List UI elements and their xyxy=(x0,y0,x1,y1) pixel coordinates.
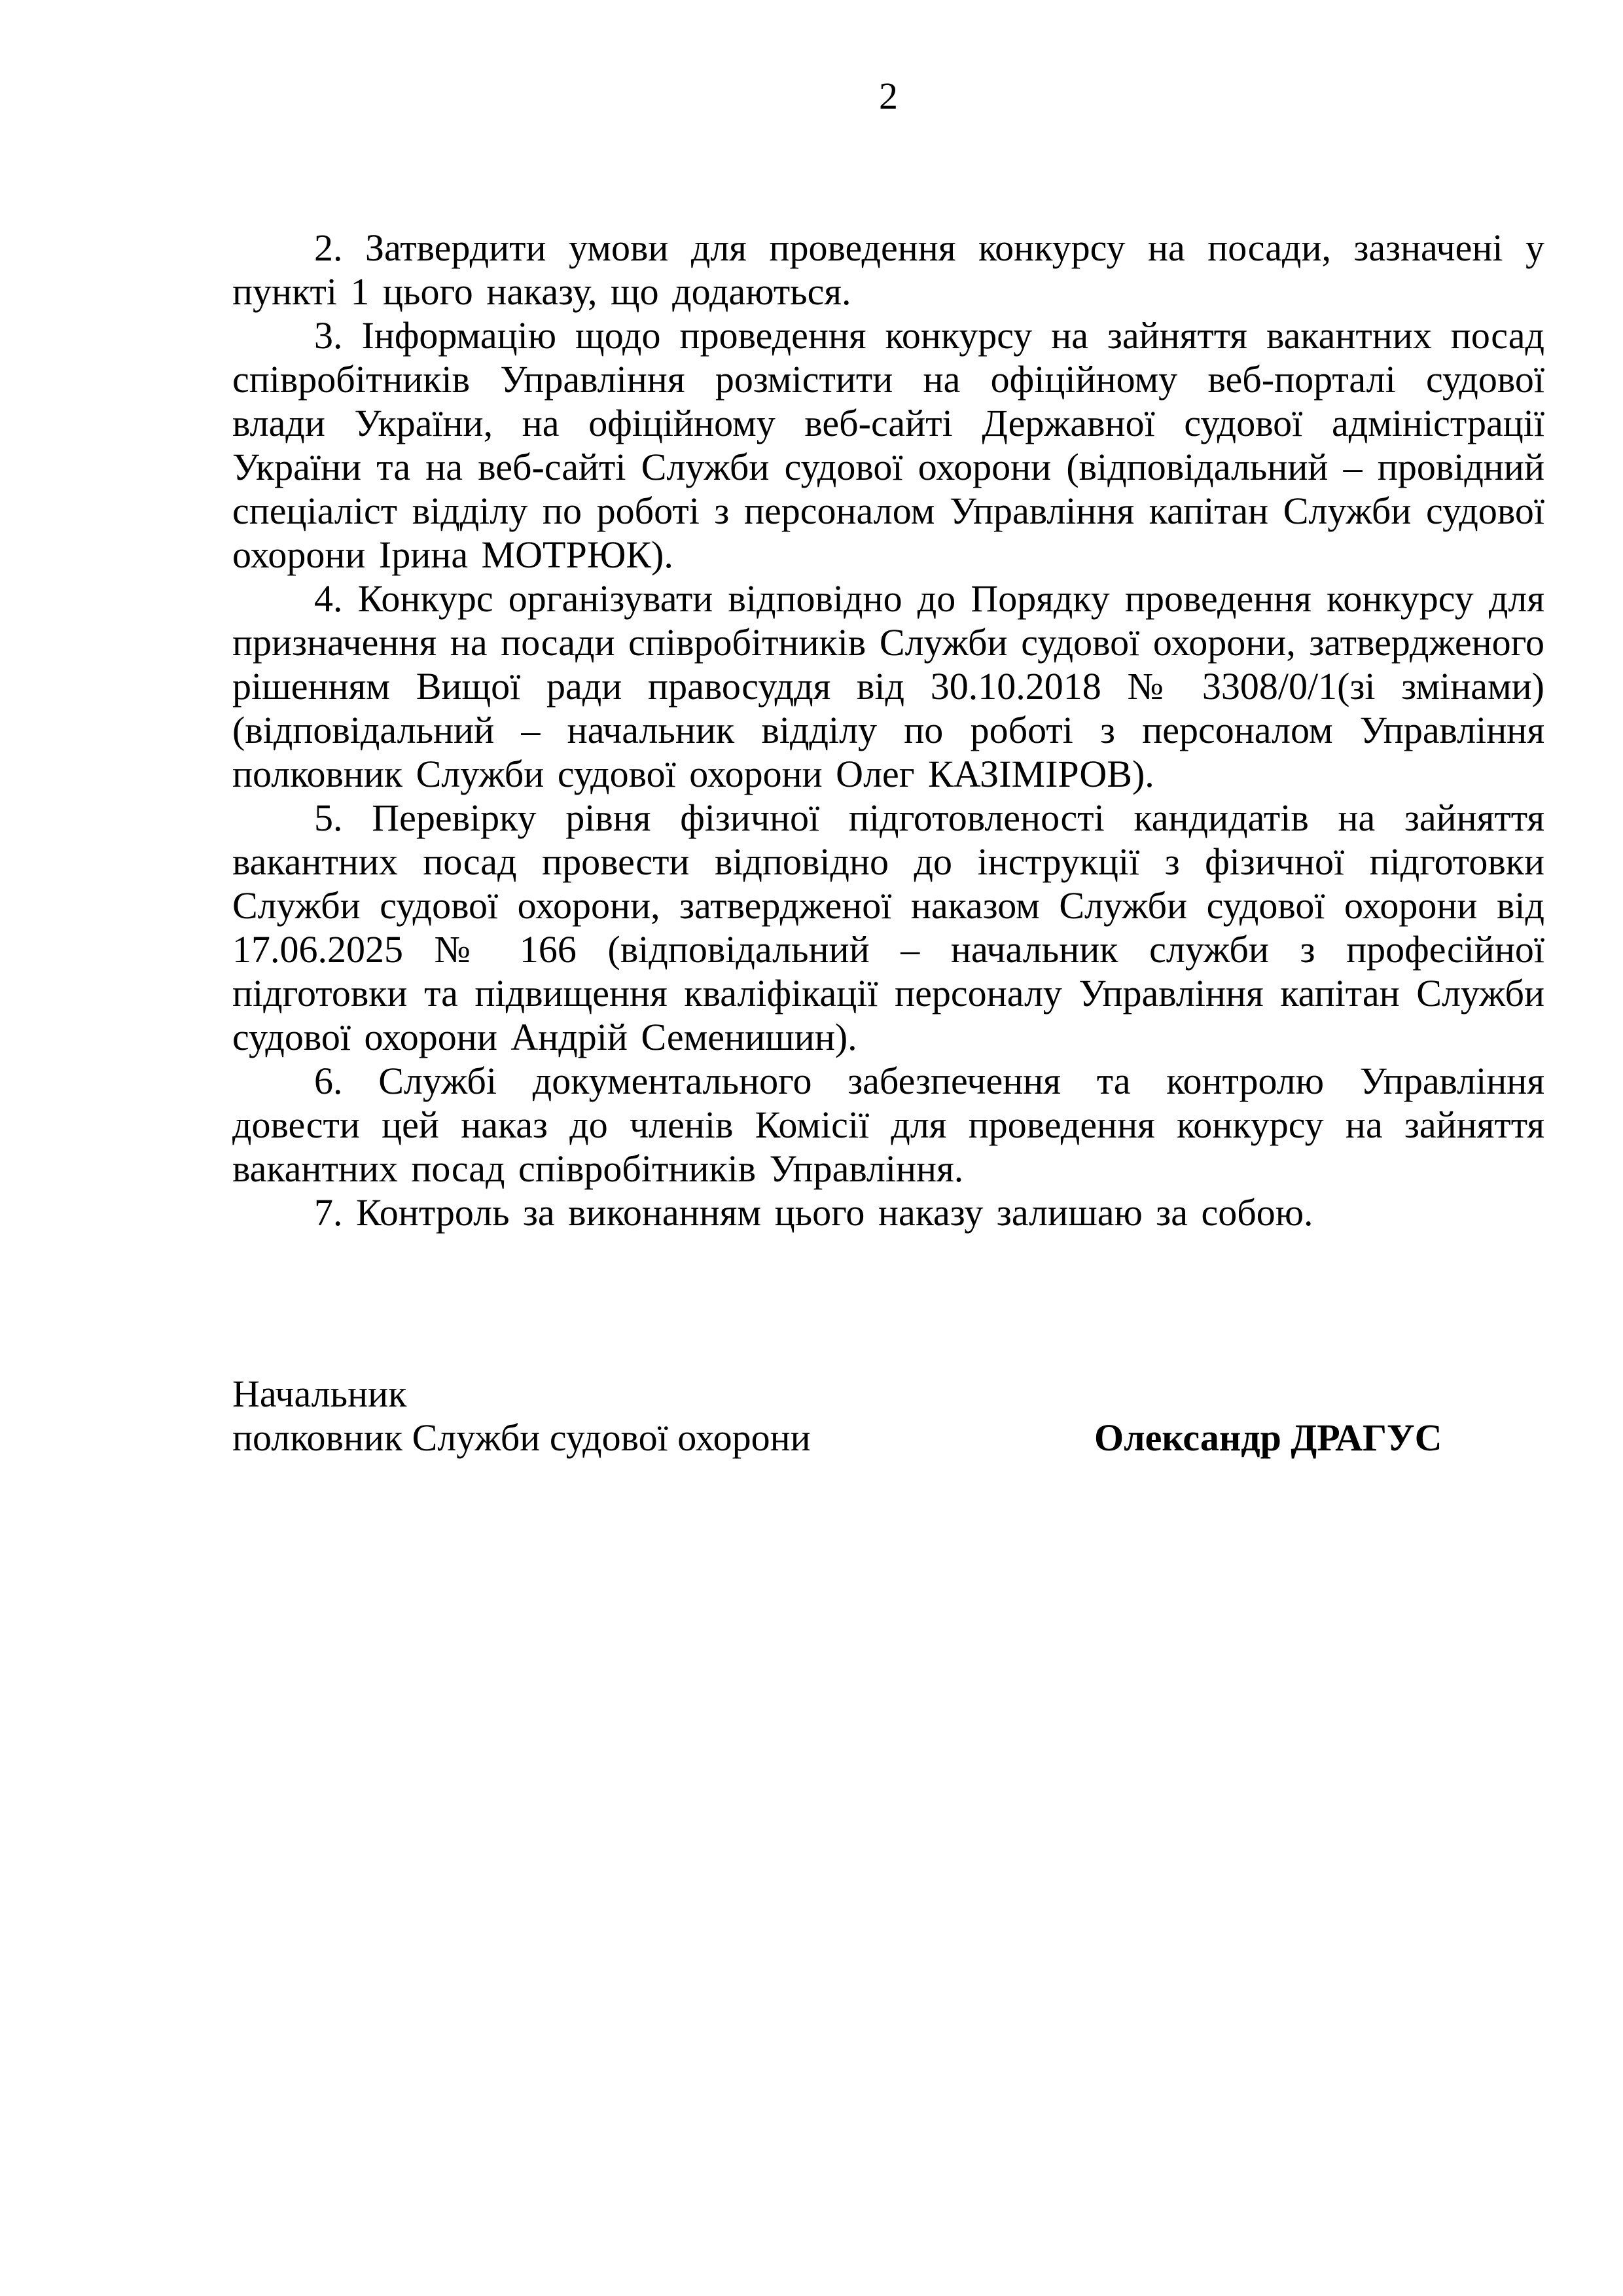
signatory-name: Олександр ДРАГУС xyxy=(1094,1416,1442,1459)
order-paragraph-5: 5. Перевірку рівня фізичної підготовленості кандидатів на зайняття вакантних посад провести відповідно до інструкції з фізичної підготовки Служби судової охорони, затвердженої наказом Служби судової охорони від 17.06.2025 № 166 (відповідальний – начальник служби з професійної підготовки та підвищення кваліфікації персоналу Управління капітан Служби судової охорони Андрій Семенишин). xyxy=(232,797,1544,1058)
order-paragraph-4: 4. Конкурс організувати відповідно до Порядку проведення конкурсу для призначення на посади співробітників Служби судової охорони, затвердженого рішенням Вищої ради правосуддя від 30.10.2018 № 3308/0/1(зі змінами) (відповідальний – начальник відділу по роботі з персоналом Управління полковник Служби судової охорони Олег КАЗІМІРОВ). xyxy=(232,577,1544,795)
signatory-rank: полковник Служби судової охорони xyxy=(232,1416,811,1459)
signatory-rank-line xyxy=(232,1416,1544,1460)
signature-block xyxy=(232,1372,1544,1460)
order-paragraph-3: 3. Інформацію щодо проведення конкурсу на зайняття вакантних посад співробітників Управління розмістити на офіційному веб-порталі судової влади України, на офіційному веб-сайті Державної судової адміністрації України та на веб-сайті Служби судової охорони (відповідальний – провідний спеціаліст відділу по роботі з персоналом Управління капітан Служби судової охорони Ірина МОТРЮК). xyxy=(232,314,1544,576)
order-paragraph-2: 2. Затвердити умови для проведення конкурсу на посади, зазначені у пункті 1 цього наказу, що додаються. xyxy=(232,226,1544,313)
text-column xyxy=(232,0,1544,1460)
page-number: 2 xyxy=(879,75,898,117)
order-body xyxy=(232,226,1544,1234)
signatory-position-title: Начальник xyxy=(232,1372,407,1415)
order-paragraph-6: 6. Службі документального забезпечення та контролю Управління довести цей наказ до членів Комісії для проведення конкурсу на зайняття вакантних посад співробітників Управління. xyxy=(232,1060,1544,1190)
order-paragraph-7: 7. Контроль за виконанням цього наказу залишаю за собою. xyxy=(314,1191,1313,1234)
